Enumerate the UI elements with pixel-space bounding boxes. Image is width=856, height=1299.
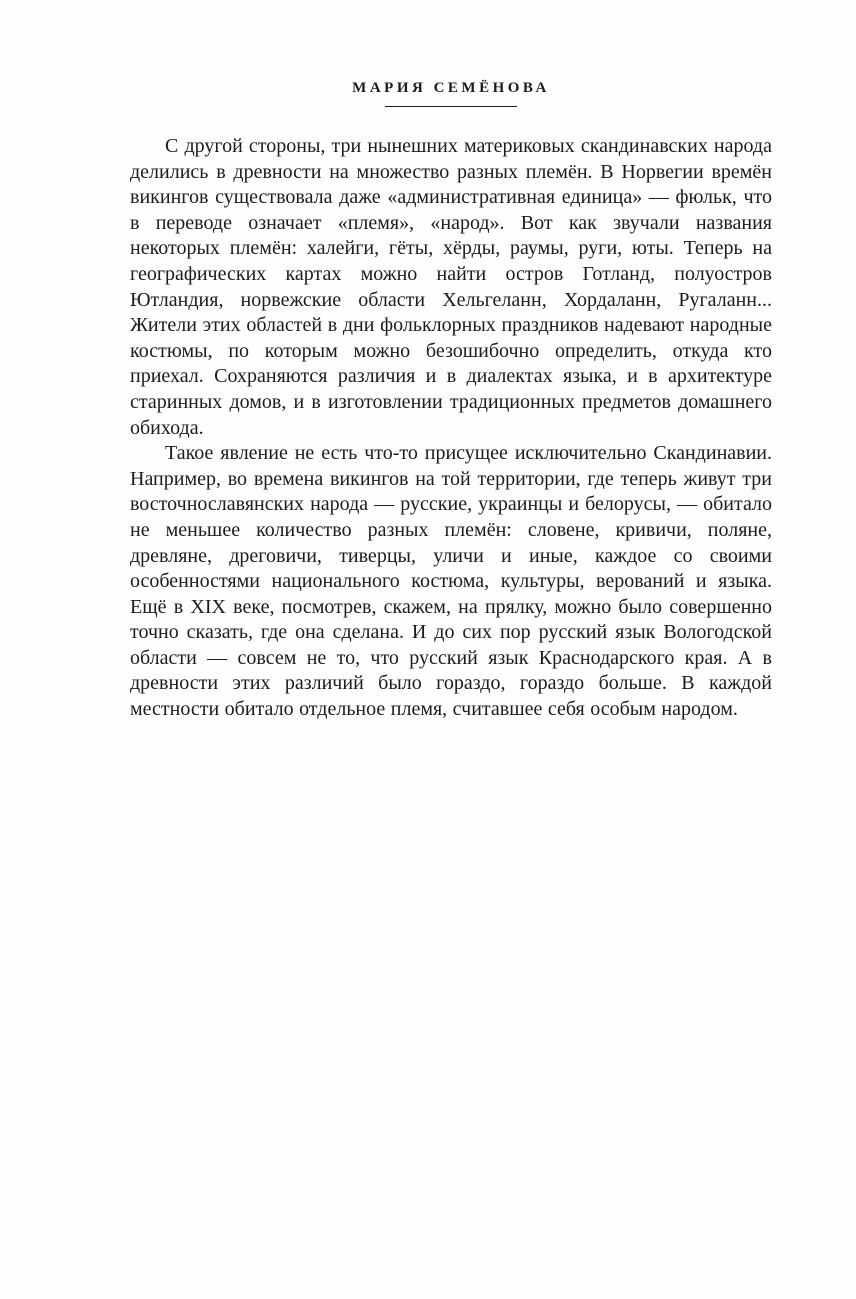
- running-header: МАРИЯ СЕМЁНОВА: [352, 80, 550, 96]
- body-text: [130, 134, 772, 723]
- text-block: [130, 0, 772, 723]
- paragraph: Такое явление не есть что-то присущее исключительно Скандинавии. Например, во времена викингов на той территории, где теперь живут три восточнославянских народа — русские, украинцы и белорусы, — обитало не меньшее количество разных племён: словене, кривичи, поляне, древляне, дреговичи, тиверцы, уличи и иные, каждое со своими особенностями национального костюма, культуры, верований и языка. Ещё в XIX веке, посмотрев, скажем, на прялку, можно было совершенно точно сказать, где она сделана. И до сих пор русский язык Вологодской области — совсем не то, что русский язык Краснодарского края. А в древности этих различий было гораздо, гораздо больше. В каждой местности обитало отдельное племя, считавшее себя особым народом.: [130, 442, 772, 721]
- header-rule-divider: [385, 106, 517, 107]
- paragraph: С другой стороны, три нынешних материковых скандинавских народа делились в древности на множество разных племён. В Норвегии времён викингов существовала даже «административная единица» — фюльк, что в переводе означает «племя», «народ». Вот как звучали названия некоторых племён: халейги, гёты, хёрды, раумы, руги, юты. Теперь на географических картах можно найти остров Готланд, полуостров Ютландия, норвежские области Хельгеланн, Хордаланн, Ругаланн... Жители этих областей в дни фольклорных праздников надевают народные костюмы, по которым можно безошибочно определить, откуда кто приехал. Сохраняются различия и в диалектах языка, и в архитектуре старинных домов, и в изготовлении традиционных предметов домашнего обихода.: [130, 135, 772, 439]
